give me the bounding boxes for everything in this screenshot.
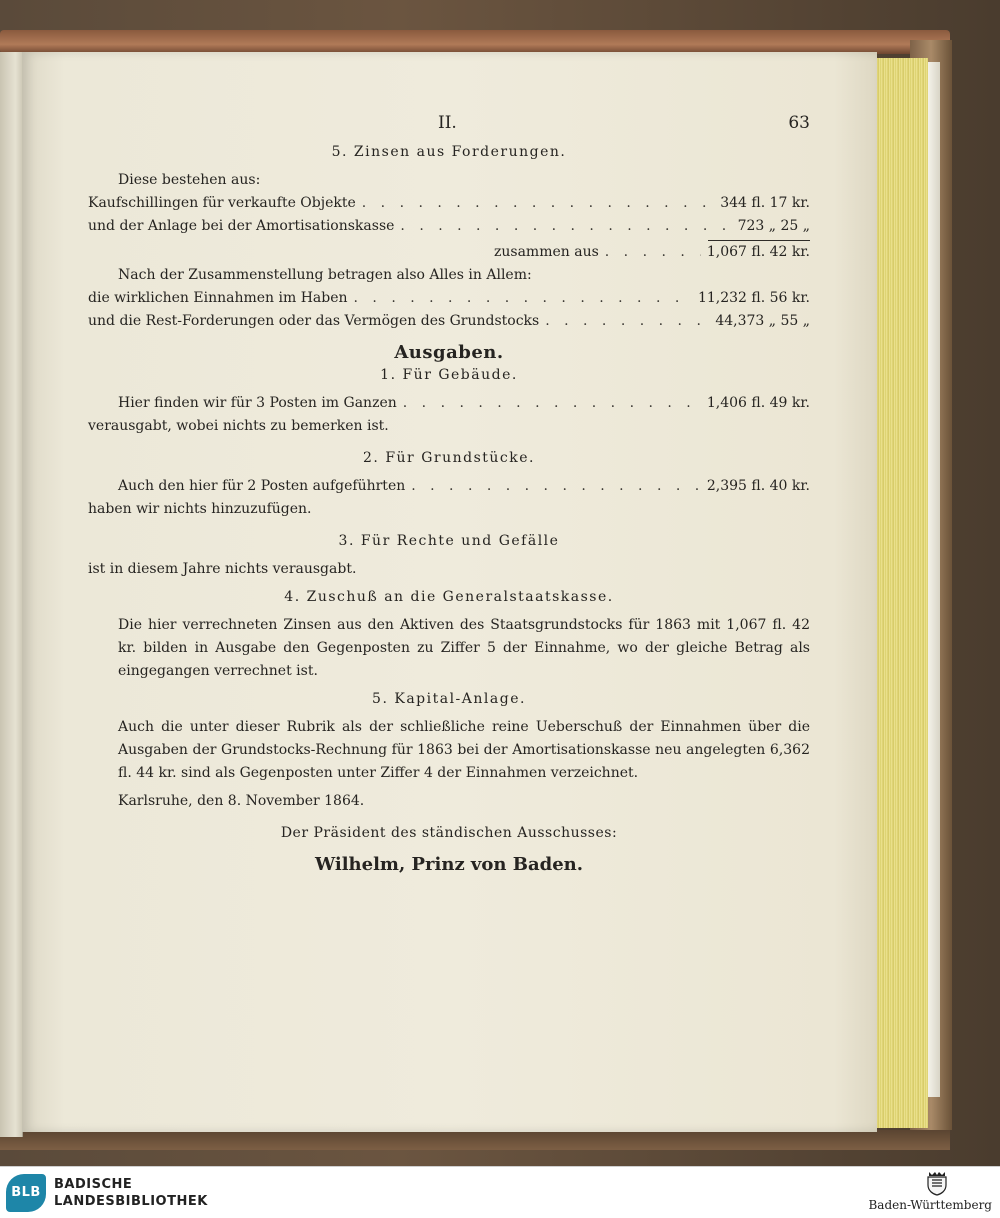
zinsen-line-sum: [88, 241, 810, 264]
page-block-edge: [928, 62, 940, 1097]
line-amount: 2,395 fl. 40 kr.: [706, 478, 810, 494]
gebaeude-continuation: verausgabt, wobei nichts zu bemerken ist.: [88, 418, 389, 434]
line-amount: 44,373 „ 55 „: [715, 313, 810, 329]
blb-wordmark[interactable]: [54, 1176, 208, 1210]
leader-dots: [605, 241, 701, 264]
zinsen-line-anlage: [88, 215, 810, 238]
zinsen-line-kaufschillinge: [88, 192, 810, 215]
zinsen-intro: Diese bestehen aus:: [118, 172, 261, 188]
place-date: Karlsruhe, den 8. November 1864.: [118, 793, 365, 809]
baden-wuerttemberg-label[interactable]: Baden-Württemberg: [868, 1198, 992, 1212]
leader-dots: [362, 192, 714, 215]
left-page-edge: [0, 52, 23, 1137]
zuschuss-heading: 4. Zuschuß an die Generalstaatskasse.: [284, 589, 614, 605]
grundstuecke-line: [88, 475, 810, 498]
rechte-heading: 3. Für Rechte und Gefälle: [338, 533, 560, 549]
line-label: die wirklichen Einnahmen im Haben: [88, 290, 348, 306]
zuschuss-text: Die hier verrechneten Zinsen aus den Aktiven des Staatsgrundstocks für 1863 mit 1,067 fl. 42 kr. bilden in Ausgabe den Gegenposten zu Ziffer 5 der Einnahme, wo der gleiche Betrag als eingegangen verrechnet ist.: [118, 617, 810, 679]
page-header: [438, 112, 810, 135]
zinsen-heading: 5. Zinsen aus Forderungen.: [331, 144, 567, 160]
book-cover-bottom: [0, 1130, 950, 1150]
line-amount: 344 fl. 17 kr.: [720, 195, 810, 211]
kapital-text: Auch die unter dieser Rubrik als der schließliche reine Ueberschuß der Einnahmen über die Ausgaben der Grundstocks-Rechnung für 1863 bei der Amortisationskasse neu angelegten 6,362 fl. 44 kr. sind als Gegenposten unter Ziffer 4 der Einnahmen verzeichnet.: [118, 719, 810, 781]
blb-logo-icon[interactable]: BLB: [6, 1174, 46, 1212]
baden-wuerttemberg-crest-icon[interactable]: [925, 1170, 949, 1196]
line-amount: 1,067 fl. 42 kr.: [706, 244, 810, 260]
rechte-text: ist in diesem Jahre nichts verausgabt.: [88, 561, 357, 577]
line-label: Kaufschillingen für verkaufte Objekte: [88, 195, 356, 211]
viewer-footer: [0, 1166, 1000, 1218]
line-label: und der Anlage bei der Amortisationskasse: [88, 218, 395, 234]
president-line: Der Präsident des ständischen Ausschusses:: [280, 825, 618, 841]
gebaeude-heading: 1. Für Gebäude.: [380, 367, 518, 383]
book-cover-top: [0, 30, 950, 54]
ausgaben-heading: Ausgaben.: [394, 342, 504, 363]
line-label: und die Rest-Forderungen oder das Vermögen des Grundstocks: [88, 313, 540, 329]
line-label: Hier finden wir für 3 Posten im Ganzen: [118, 395, 397, 411]
summary-line-einnahmen: [88, 287, 810, 310]
line-amount: 1,406 fl. 49 kr.: [706, 395, 810, 411]
kapital-heading: 5. Kapital-Anlage.: [372, 691, 526, 707]
leader-dots: [354, 287, 692, 310]
leader-dots: [411, 475, 701, 498]
summary-intro: Nach der Zusammenstellung betragen also Alles in Allem:: [118, 267, 532, 283]
line-amount: 11,232 fl. 56 kr.: [697, 290, 810, 306]
gebaeude-line: [88, 392, 810, 415]
leader-dots: [545, 310, 709, 333]
page-number: 63: [788, 113, 810, 133]
page-content: [88, 112, 810, 876]
signature: Wilhelm, Prinz von Baden.: [314, 854, 584, 875]
line-label: zusammen aus: [494, 244, 599, 260]
grundstuecke-continuation: haben wir nichts hinzuzufügen.: [88, 501, 312, 517]
grundstuecke-heading: 2. Für Grundstücke.: [363, 450, 535, 466]
leader-dots: [403, 392, 701, 415]
gilt-page-edge: [870, 58, 928, 1128]
line-amount: 723 „ 25 „: [737, 218, 810, 234]
summary-line-vermoegen: [88, 310, 810, 333]
leader-dots: [400, 215, 731, 238]
blb-line-2: LANDESBIBLIOTHEK: [54, 1194, 208, 1209]
section-number: II.: [438, 113, 457, 133]
line-label: Auch den hier für 2 Posten aufgeführten: [118, 478, 406, 494]
blb-line-1: BADISCHE: [54, 1177, 133, 1192]
